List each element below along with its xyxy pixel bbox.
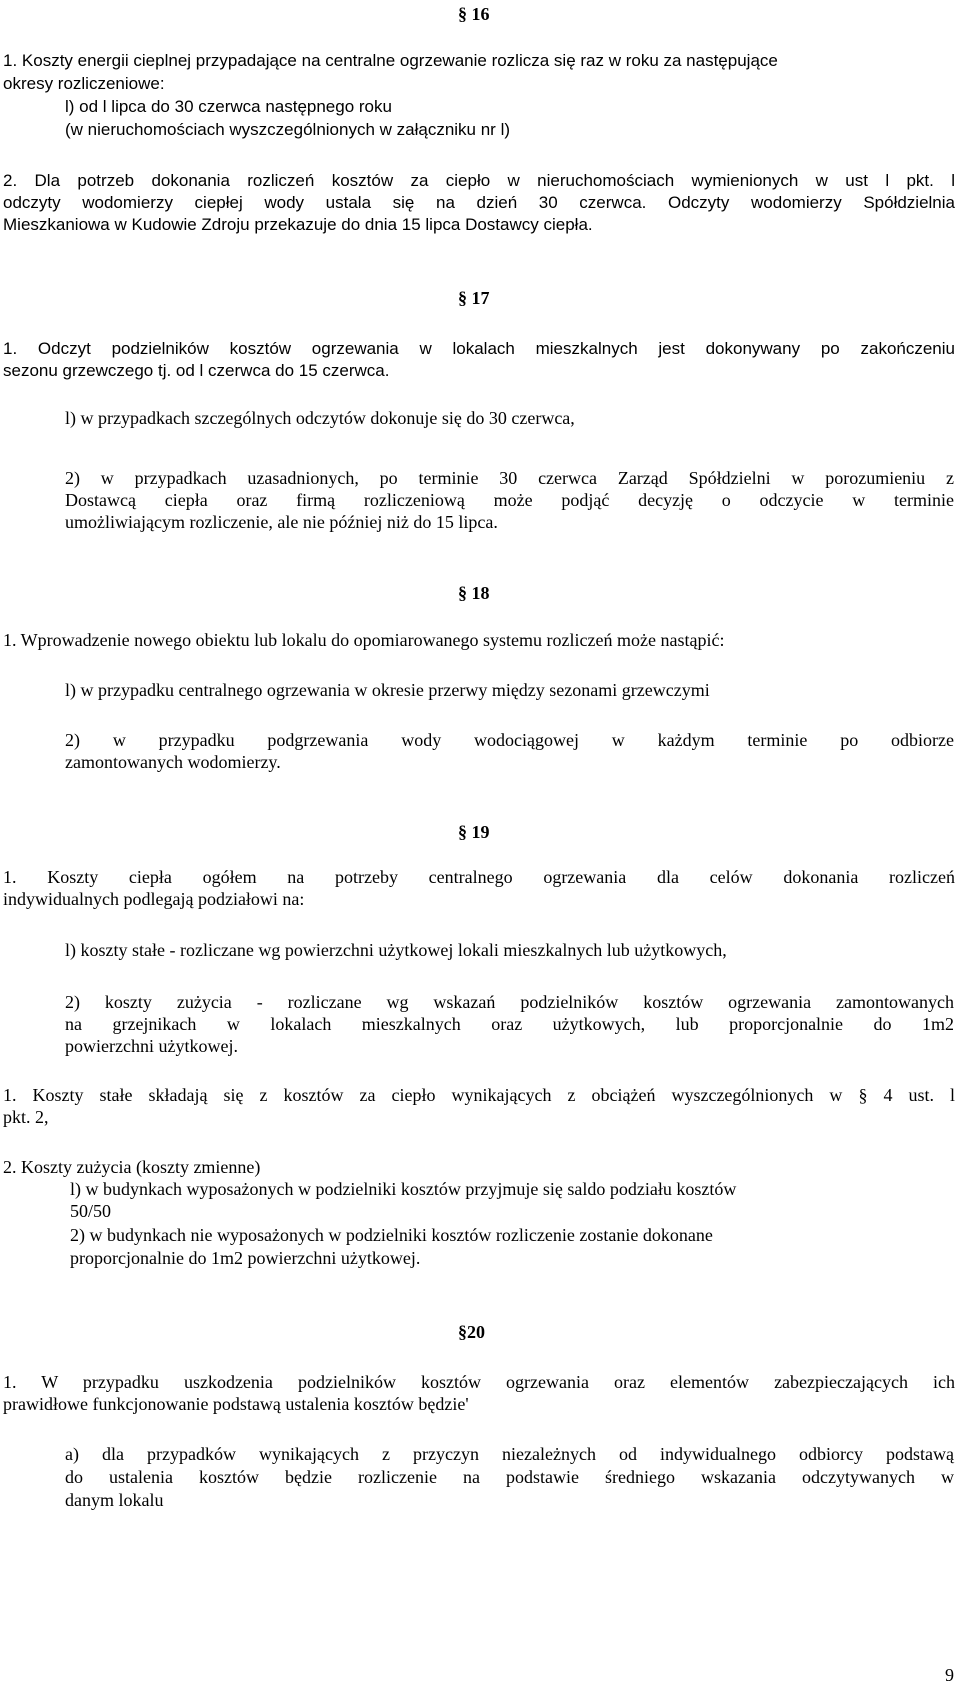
paragraph-line: l) koszty stałe - rozliczane wg powierzchni użytkowej lokali mieszkalnych lub użytkowych,: [65, 940, 727, 960]
paragraph-line: 1. Odczyt podzielników kosztów ogrzewania w lokalach mieszkalnych jest dokonywany po zakończeniu: [3, 339, 955, 358]
paragraph-line: 1. Koszty energii cieplnej przypadające na centralne ogrzewanie rozlicza się raz w roku za następujące: [3, 51, 778, 70]
paragraph-line: 50/50: [70, 1201, 112, 1221]
paragraph-line: zamontowanych wodomierzy.: [65, 752, 281, 772]
paragraph-line: pkt. 2,: [3, 1107, 49, 1127]
paragraph-line: danym lokalu: [65, 1490, 164, 1510]
paragraph-line: powierzchni użytkowej.: [65, 1036, 238, 1056]
section-heading-18: § 18: [458, 583, 490, 603]
paragraph-line: 2. Dla potrzeb dokonania rozliczeń kosztów za ciepło w nieruchomościach wymienionych w ust l pkt. l: [3, 171, 955, 190]
paragraph-line: umożliwiającym rozliczenie, ale nie później niż do 15 lipca.: [65, 512, 498, 532]
paragraph-line: l) w przypadkach szczególnych odczytów dokonuje się do 30 czerwca,: [65, 408, 575, 428]
paragraph-line: indywidualnych podlegają podziałowi na:: [3, 889, 305, 909]
section-heading-17: § 17: [458, 288, 490, 308]
paragraph-line: 2) koszty zużycia - rozliczane wg wskazań podzielników kosztów ogrzewania zamontowanych: [65, 992, 954, 1012]
paragraph-line: (w nieruchomościach wyszczególnionych w załączniku nr l): [65, 120, 511, 139]
paragraph-line: 2) w budynkach nie wyposażonych w podzielniki kosztów rozliczenie zostanie dokonane: [70, 1225, 713, 1245]
section-heading-16: § 16: [458, 4, 490, 24]
paragraph-line: 1. Koszty ciepła ogółem na potrzeby centralnego ogrzewania dla celów dokonania rozliczeń: [3, 867, 955, 887]
paragraph-line: prawidłowe funkcjonowanie podstawą ustalenia kosztów będzie': [3, 1394, 469, 1414]
paragraph-line: sezonu grzewczego tj. od l czerwca do 15 czerwca.: [3, 361, 390, 380]
paragraph-line: 1. Koszty stałe składają się z kosztów za ciepło wynikających z obciążeń wyszczególnionych w § 4 ust. l: [3, 1085, 955, 1105]
paragraph-line: l) w przypadku centralnego ogrzewania w okresie przerwy między sezonami grzewczymi: [65, 680, 710, 700]
paragraph-line: 2. Koszty zużycia (koszty zmienne): [3, 1157, 261, 1177]
paragraph-line: Dostawcą ciepła oraz firmą rozliczeniową może podjąć decyzję o odczycie w terminie: [65, 490, 954, 510]
paragraph-line: proporcjonalnie do 1m2 powierzchni użytkowej.: [70, 1248, 421, 1268]
section-heading-20: §20: [458, 1322, 485, 1342]
paragraph-line: 2) w przypadkach uzasadnionych, po terminie 30 czerwca Zarząd Spółdzielni w porozumieniu z: [65, 468, 954, 488]
page-number: 9: [945, 1665, 954, 1685]
paragraph-line: do ustalenia kosztów będzie rozliczenie na podstawie średniego wskazania odczytywanych w: [65, 1467, 954, 1487]
paragraph-line: 1. W przypadku uszkodzenia podzielników kosztów ogrzewania oraz elementów zabezpieczających ich: [3, 1372, 955, 1392]
paragraph-line: okresy rozliczeniowe:: [3, 74, 165, 93]
paragraph-line: l) od l lipca do 30 czerwca następnego roku: [65, 97, 392, 116]
paragraph-line: 1. Wprowadzenie nowego obiektu lub lokalu do opomiarowanego systemu rozliczeń może nastąpić:: [3, 630, 725, 650]
paragraph-line: odczyty wodomierzy ciepłej wody ustala się na dzień 30 czerwca. Odczyty wodomierzy Spółdzielnia: [3, 193, 955, 212]
paragraph-line: na grzejnikach w lokalach mieszkalnych oraz użytkowych, lub proporcjonalnie do 1m2: [65, 1014, 954, 1034]
paragraph-line: a) dla przypadków wynikających z przyczyn niezależnych od indywidualnego odbiorcy podstawą: [65, 1444, 954, 1464]
paragraph-line: l) w budynkach wyposażonych w podzielniki kosztów przyjmuje się saldo podziału kosztów: [70, 1179, 737, 1199]
paragraph-line: Mieszkaniowa w Kudowie Zdroju przekazuje do dnia 15 lipca Dostawcy ciepła.: [3, 215, 593, 234]
section-heading-19: § 19: [458, 822, 490, 842]
paragraph-line: 2) w przypadku podgrzewania wody wodociągowej w każdym terminie po odbiorze: [65, 730, 954, 750]
